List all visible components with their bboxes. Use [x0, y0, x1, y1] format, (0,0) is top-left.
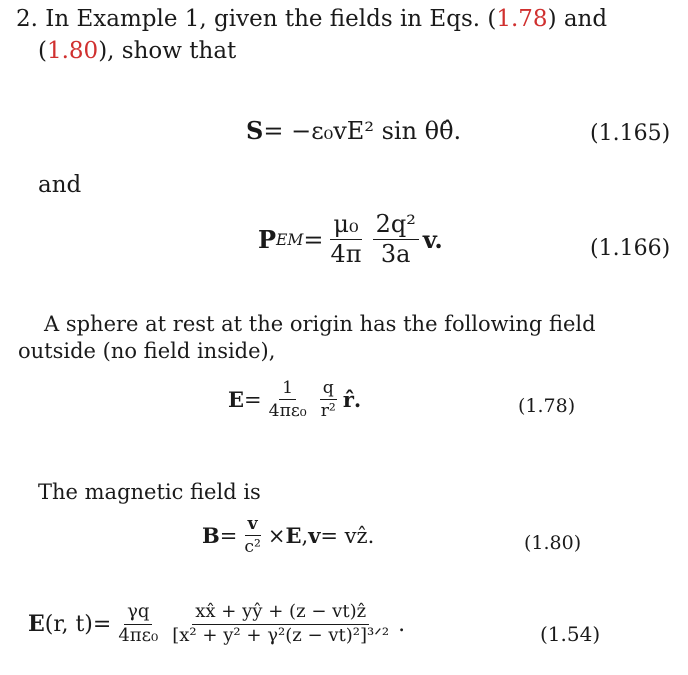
cross-product-sign: × — [267, 523, 286, 548]
comma-separator: , — [301, 523, 309, 548]
equation-number-1-166: (1.166) — [590, 236, 671, 261]
fraction-numerator: γq — [124, 603, 152, 625]
problem-intro-b: ) and — [547, 6, 608, 32]
fraction-mu0-over-4pi — [328, 212, 365, 267]
velocity-definition: = vẑ. — [320, 523, 375, 548]
fraction-numerator: 1 — [279, 379, 296, 400]
poynting-vector-symbol: S — [246, 116, 264, 145]
equals-sign: = — [92, 611, 112, 637]
eq-ref-1-78[interactable]: 1.78 — [496, 6, 548, 32]
electric-field-symbol: E — [228, 387, 245, 413]
fraction-denominator: 4πε₀ — [268, 401, 307, 422]
fraction-denominator: [x² + y² + γ²(z − vt)²]³ᐟ² — [172, 624, 390, 646]
equation-1-165-rhs: = −ε₀vE² sin θθ̂. — [263, 116, 462, 145]
equation-1-80 — [202, 515, 374, 556]
momentum-symbol: P — [258, 225, 277, 255]
connector-and: and — [38, 172, 82, 198]
fraction-denominator: 4πε₀ — [118, 624, 159, 646]
momentum-subscript: EM — [276, 230, 304, 249]
velocity-symbol: v. — [422, 225, 443, 255]
fraction-denominator: r² — [320, 401, 336, 422]
problem-intro-a: In Example 1, given the fields in Eqs. ( — [37, 6, 497, 32]
fraction-denominator: c² — [244, 537, 261, 558]
sphere-text-line-2: outside (no field inside), — [18, 339, 276, 363]
fraction-q-over-r2 — [318, 379, 339, 420]
equation-1-78 — [228, 379, 361, 420]
fraction-denominator: 4π — [330, 240, 362, 269]
radial-unit-vector: r̂. — [342, 387, 362, 413]
fraction-gamma-q-over-4pi-eps0 — [115, 603, 161, 646]
fraction-2q2-over-3a — [373, 212, 419, 267]
equals-sign: = — [244, 387, 262, 412]
equals-sign: = — [219, 523, 238, 548]
eq-ref-1-80[interactable]: 1.80 — [46, 38, 99, 64]
electric-field-symbol: E — [285, 523, 302, 549]
velocity-symbol: v — [308, 523, 321, 549]
fraction-denominator: 3a — [380, 240, 411, 269]
electric-field-symbol: E — [28, 611, 45, 638]
equation-number-1-165: (1.165) — [590, 121, 671, 146]
equation-number-1-54: (1.54) — [540, 622, 601, 646]
sphere-text-line-1: A sphere at rest at the origin has the following field — [44, 312, 596, 336]
fraction-numerator: 2q² — [373, 212, 419, 240]
fraction-position-over-denominator — [169, 603, 392, 646]
magnetic-field-symbol: B — [202, 523, 220, 549]
magnetic-text: The magnetic field is — [38, 480, 261, 504]
fraction-v-over-c2 — [241, 515, 264, 556]
equation-end-period: . — [398, 611, 406, 637]
equals-sign: = — [303, 225, 324, 254]
fraction-numerator: xx̂ + yŷ + (z − vt)ẑ — [192, 603, 369, 625]
fraction-numerator: v — [245, 515, 261, 536]
problem-line-1 — [16, 6, 607, 32]
equation-1-165 — [246, 116, 461, 145]
problem-line2-open: ( — [38, 38, 47, 64]
problem-line2-close: ), show that — [98, 38, 237, 64]
equation-1-166 — [258, 212, 443, 267]
equation-1-54 — [28, 603, 405, 646]
field-arguments: (r, t) — [44, 611, 93, 637]
fraction-numerator: μ₀ — [330, 212, 361, 240]
fraction-numerator: q — [320, 379, 337, 400]
problem-number: 2. — [16, 6, 38, 32]
fraction-1-over-4pi-eps0 — [266, 379, 310, 420]
equation-number-1-78: (1.78) — [518, 395, 576, 417]
problem-line-2 — [38, 38, 236, 64]
equation-number-1-80: (1.80) — [524, 532, 582, 554]
